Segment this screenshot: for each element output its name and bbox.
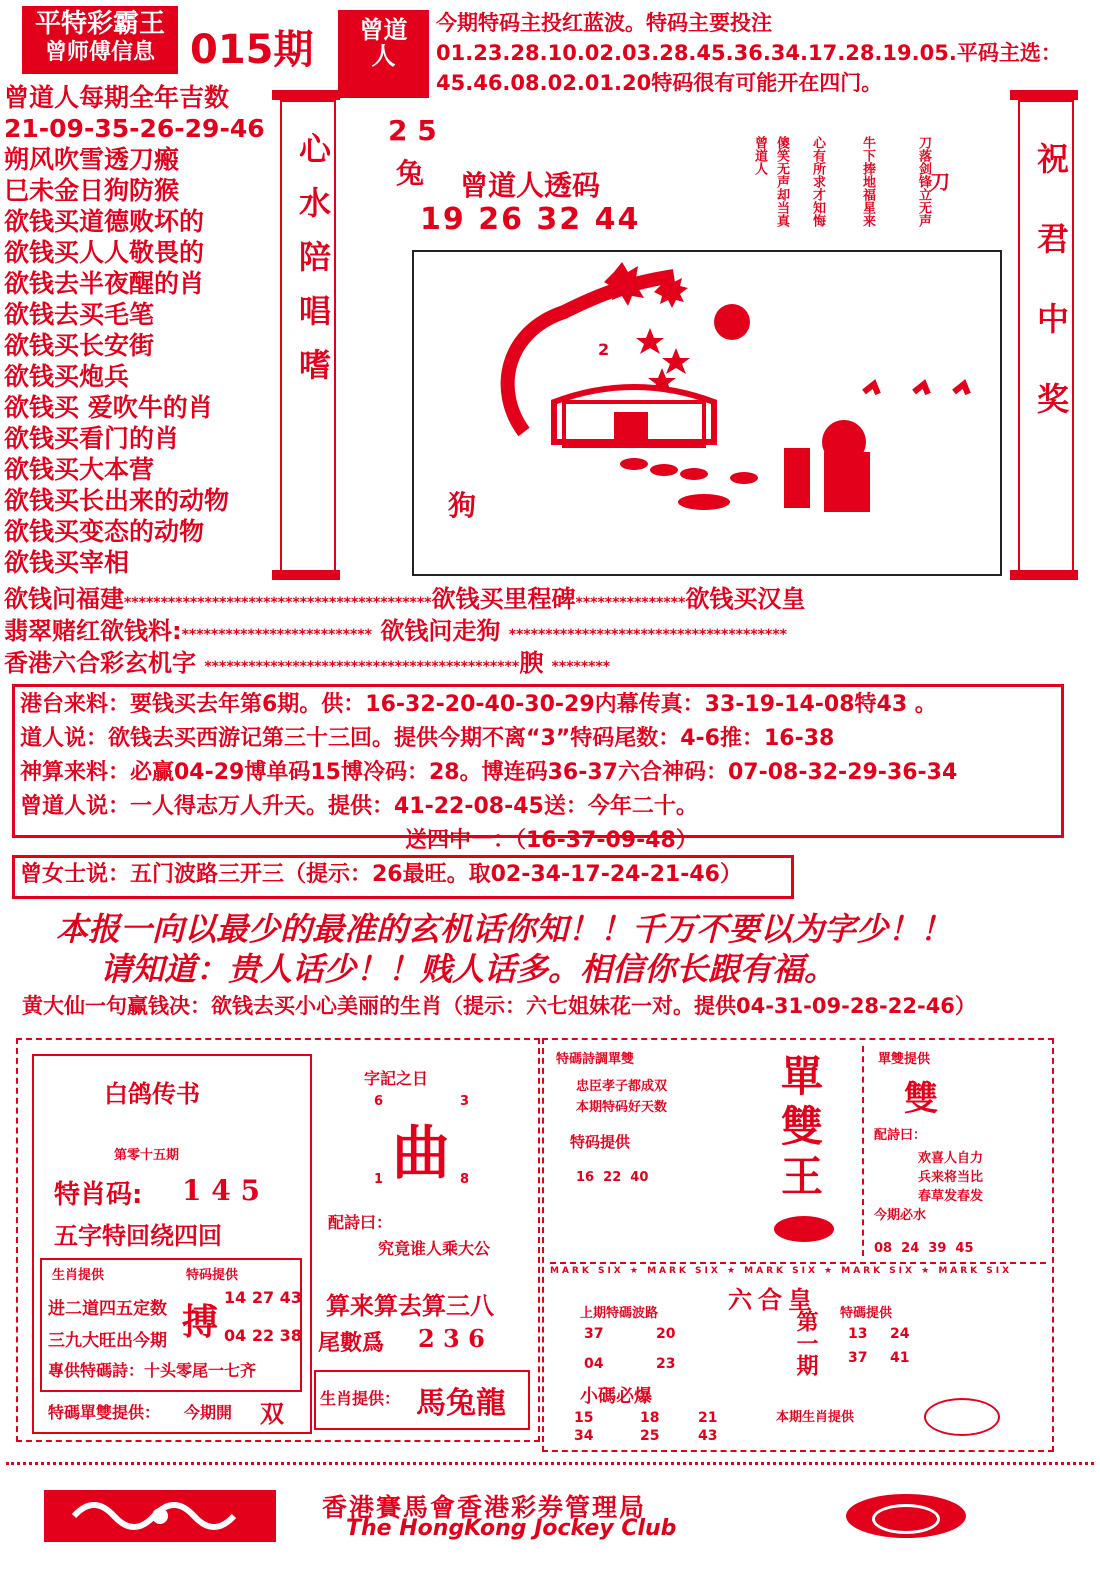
bo-char: 搏 (182, 1302, 219, 1343)
dotted-mid: 欲钱问走狗 (380, 617, 501, 645)
grid-b: 24 (890, 1326, 910, 1342)
nums: 14 27 43 (224, 1288, 302, 1307)
side-small: 特码提供 (186, 1268, 239, 1283)
zodiac-label: 生肖提供： (320, 1389, 401, 1408)
box1-label: 特码提供 (570, 1133, 631, 1151)
footer-divider (6, 1462, 1094, 1465)
tema-label: 特肖码: (54, 1180, 143, 1210)
big-char: 王 (780, 1152, 823, 1201)
scroll-left-top-roller (272, 90, 340, 100)
logo-bottom: 曾师傅信息 (44, 40, 155, 65)
nums: 04 22 38 (224, 1326, 302, 1345)
clock-title: 字記之日 (364, 1069, 429, 1088)
scroll-right-bottom-roller (1010, 570, 1078, 580)
poem-label: 配詩曰： (328, 1213, 393, 1232)
info-center-line: 送四中一：（16-37-09-48） (405, 828, 698, 853)
first-draw: 第一期 (793, 1310, 818, 1376)
left-line: 欲钱买道德败坏的 (4, 207, 205, 236)
footer-logo-left (44, 1490, 276, 1542)
info-lines (20, 688, 1070, 858)
left-line: 欲钱买长出来的动物 (4, 486, 230, 515)
grid-a: 23 (656, 1356, 676, 1372)
picture-poem: 傻笑无声却当真 (774, 136, 789, 227)
picture-blade: 刀 (930, 170, 950, 194)
dotted-line (4, 584, 805, 619)
picture-label-top: 兔 (396, 157, 425, 190)
single-double-label: 特碼單雙提供： (48, 1403, 161, 1422)
picture-poem: 曾道人 (752, 136, 767, 175)
pigeon-issue: 第零十五期 (114, 1148, 180, 1163)
mark-label: MARK SIX (744, 1266, 818, 1276)
tema-value: 1 4 5 (182, 1174, 260, 1207)
grid-b: 41 (890, 1350, 910, 1366)
left-line: 欲钱买宰相 (4, 548, 130, 577)
grid-b: 37 (848, 1350, 868, 1366)
box1-title: 特碼詩調單雙 (556, 1052, 635, 1067)
info-line: 神算来料：必赢04-29博单码15博冷码：28。博连码36-37六合神码：07-08-32-29-36-34 (20, 760, 958, 785)
box1 (546, 1046, 742, 1256)
box1-poem: 忠臣孝子都成双 (576, 1079, 668, 1094)
picture-bottom-label: 狗 (448, 489, 477, 522)
calc-line: 算来算去算三八 (326, 1292, 494, 1320)
huang-line: 黄大仙一句赢钱决：欲钱去买小心美丽的生肖（提示：六七姐妹花一对。提供04-31-09-28-22-46） (22, 994, 976, 1018)
left-line: 欲钱买炮兵 (4, 362, 130, 391)
grid-c: 18 (640, 1410, 660, 1426)
cloud-icon (44, 1490, 276, 1542)
dotted-left: 香港六合彩玄机字 (4, 649, 196, 677)
mark-label: MARK SIX (550, 1266, 624, 1276)
zodiac-value: 馬兔龍 (416, 1386, 506, 1421)
poem-text: 究竟谁人乘大公 (378, 1239, 491, 1258)
dotted-right: 欲钱买汉皇 (685, 585, 806, 613)
left-column (4, 82, 284, 578)
single-double-mid: 今期開 (184, 1403, 233, 1422)
king-title: 六合皇 (728, 1286, 818, 1314)
dotted-stars: ******************************************* (204, 659, 520, 675)
zodiac-note: 本期生肖提供 (776, 1410, 855, 1425)
row: 專供特碼詩：十头零尾一七齐 (48, 1361, 257, 1380)
footer-en: The HongKong Jockey Club (346, 1516, 677, 1541)
grid-b: 13 (848, 1326, 868, 1342)
slogan: 请知道：贵人话少！！贱人话多。相信你长跟有福。 (100, 950, 837, 988)
box2-title: 單雙提供 (878, 1052, 931, 1067)
scroll-left-bottom-roller (272, 570, 340, 580)
info-line: 曾道人说：一人得志万人升天。提供：41-22-08-45送：今年二十。 (20, 794, 698, 819)
tail-label: 尾數爲 (318, 1331, 385, 1356)
dotted-left: 翡翠赌红欲钱料: (4, 617, 182, 645)
logo-top: 平特彩霸王 (34, 9, 165, 39)
left-line: 曾道人每期全年吉数 (4, 83, 230, 112)
left-line: 欲钱去买毛笔 (4, 300, 155, 329)
oval-emblem (924, 1398, 1000, 1436)
dotted-mid: 欲钱买里程碑 (431, 585, 576, 613)
dotted-stars: *************** (575, 595, 686, 611)
logo (22, 6, 178, 74)
picture-poem: 刀落剑锋立无声 (916, 136, 931, 227)
footer-logo-right (846, 1494, 966, 1538)
row: 进二道四五定数 (48, 1299, 167, 1319)
box2-poem-label: 配詩曰： (874, 1128, 927, 1143)
flower-icon (774, 1216, 834, 1242)
tail-value: 2 3 6 (418, 1324, 485, 1353)
dotted-line (4, 648, 610, 683)
box1-poem: 本期特码好天数 (576, 1100, 668, 1115)
left-line: 欲钱买大本营 (4, 455, 155, 484)
clock-char: 曲 (392, 1119, 451, 1187)
mark-label: MARK SIX (841, 1266, 915, 1276)
tema-label-right: 特碼提供 (840, 1306, 893, 1321)
bottom-right-panel (542, 1038, 1054, 1452)
side-small: 生肖提供 (52, 1268, 105, 1283)
left-line: 巳未金日狗防猴 (4, 176, 180, 205)
left-line: 欲钱去半夜醒的肖 (4, 269, 205, 298)
grid-c: 21 (698, 1410, 718, 1426)
box2-poem: 兵来将当比 (918, 1170, 984, 1185)
dotted-mid: 腴 (519, 649, 544, 677)
mark-label: MARK SIX (647, 1266, 721, 1276)
left-line: 21-09-35-26-29-46 (4, 114, 265, 143)
slogan: 本报一向以最少的最准的玄机话你知！！千万不要以为字少！！ (56, 910, 953, 948)
scroll-right (1018, 100, 1074, 574)
box2-poem: 春草发春发 (918, 1189, 984, 1204)
grid-c: 25 (640, 1428, 660, 1444)
mark-label: MARK SIX (938, 1266, 1013, 1276)
dotted-left: 欲钱问福建 (4, 585, 124, 613)
seal-stamp (338, 10, 429, 98)
clock-n8: 8 (460, 1172, 470, 1187)
last-label: 上期特碼波路 (580, 1306, 659, 1321)
picture-frame (412, 250, 1002, 576)
picture-tree-num: 2 (598, 340, 610, 359)
bottom-left-panel (16, 1038, 540, 1442)
dotted-line (4, 616, 787, 651)
box2-poem: 今期必水 (874, 1208, 927, 1223)
picture-numbers: 19 26 32 44 (420, 202, 641, 237)
scroll-right-text: 祝君中奖 (1032, 142, 1070, 462)
left-line: 欲钱买 爱吹牛的肖 (4, 393, 213, 422)
five-char: 五字特回绕四回 (54, 1221, 222, 1250)
picture-illustration (414, 252, 1000, 574)
picture-poem: 心有所求才知悔 (810, 136, 825, 227)
left-line: 欲钱买变态的动物 (4, 517, 205, 546)
footer-cn: 香港賽馬會香港彩券管理局 (322, 1493, 647, 1522)
picture-title: 曾道人透码 (460, 169, 601, 202)
grid-c: 43 (698, 1428, 718, 1444)
box2-big: 雙 (904, 1079, 938, 1119)
box2 (862, 1046, 1050, 1256)
footer-logo-right-inner (872, 1504, 940, 1534)
info-last-line: 曾女士说：五门波路三开三（提示：26最旺。取02-34-17-24-21-46） (20, 862, 742, 887)
left-line: 欲钱买长安街 (4, 331, 155, 360)
left-line: 欲钱买看门的肖 (4, 424, 180, 453)
issue-number: 015期 (190, 27, 314, 73)
scroll-left-text: 心水陪唱嗜 (294, 132, 332, 402)
dan-shuang-wang (752, 1052, 852, 1202)
dotted-stars: ****************************************** (124, 595, 432, 611)
picture-area (340, 100, 1008, 580)
box2-nums: 08 24 39 45 (874, 1241, 974, 1256)
clock-n1: 1 (374, 1172, 384, 1187)
grid-c: 34 (574, 1428, 594, 1444)
single-double-value: 双 (260, 1400, 284, 1428)
dotted-stars: ************************** (181, 627, 372, 643)
grid-a: 20 (656, 1326, 676, 1342)
info-line: 道人说：欲钱去买西游记第三十三回。提供今期不离“3”特码尾数：4-6推：16-38 (20, 726, 835, 751)
small-label: 小碼必爆 (580, 1386, 652, 1407)
scroll-left (280, 100, 336, 574)
grid-a: 37 (584, 1326, 604, 1342)
header-notice: 今期特码主投红蓝波。特码主要投注01.23.28.10.02.03.28.45.36.34.17.28.19.05.平码主选：45.46.08.02.01.20特码很有可能开在四门。 (436, 11, 1062, 95)
row: 三九大旺出今期 (48, 1331, 167, 1351)
dotted-stars: ************************************** (508, 627, 787, 643)
big-char: 雙 (780, 1102, 823, 1151)
box2-poem: 欢喜人自力 (918, 1151, 984, 1166)
picture-poem: 牛下捧地福星来 (860, 136, 875, 227)
left-line: 朔风吹雪透刀瘢 (4, 145, 180, 174)
pigeon-title: 白鸽传书 (104, 1079, 200, 1108)
clock-n6: 6 (374, 1094, 384, 1109)
left-line: 欲钱买人人敬畏的 (4, 238, 205, 267)
picture-num-top: 2 5 (388, 114, 437, 147)
clock-n3: 3 (460, 1094, 470, 1109)
seal-text: 曾道人 (359, 16, 408, 70)
big-char: 單 (780, 1052, 823, 1101)
dotted-stars: ******** (551, 659, 611, 675)
mark-strip: MARK SIX ★ MARK SIX ★ MARK SIX ★ MARK SIX ★ MARK SIX (550, 1262, 1046, 1276)
grid-a: 04 (584, 1356, 604, 1372)
box1-nums: 16 22 40 (576, 1170, 649, 1185)
grid-c: 15 (574, 1410, 594, 1426)
scroll-right-top-roller (1010, 90, 1078, 100)
info-line: 港台来料：要钱买去年第6期。供：16-32-20-40-30-29内幕传真：33-19-14-08特43 。 (20, 692, 937, 717)
